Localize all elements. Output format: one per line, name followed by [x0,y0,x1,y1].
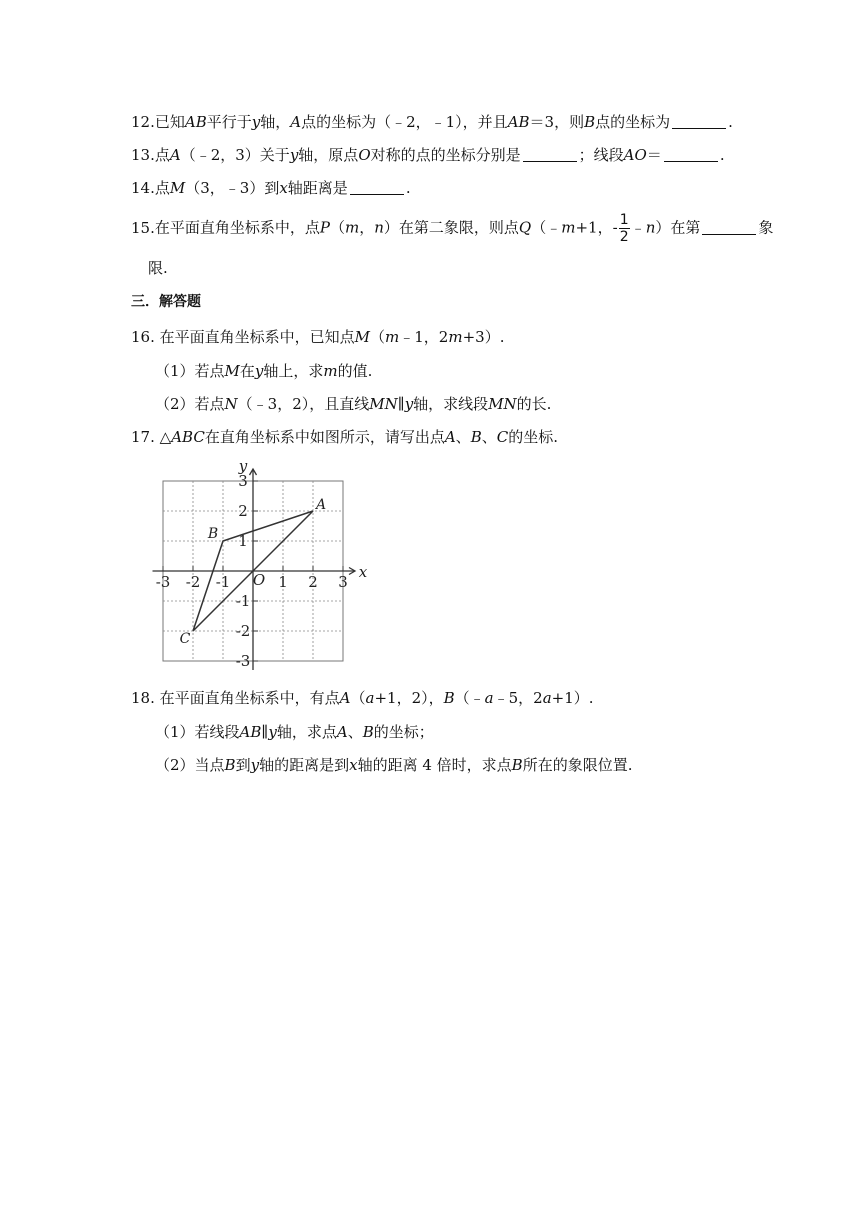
var: N [224,395,238,413]
var: Q [518,218,532,237]
var: y [251,113,261,131]
var: x [279,179,288,197]
text: . [405,179,411,197]
question-18-part-2 [155,755,632,775]
var: a [542,689,552,707]
var: m [561,218,576,237]
var: A [444,428,456,446]
origin-label: O [252,571,266,589]
var: B [224,756,236,774]
var: O [358,146,371,164]
text: 点 [154,146,170,164]
text: 的坐标； [373,723,434,741]
var: B [470,428,482,446]
text: （ [350,689,366,707]
text: 在平面直角坐标系中，有点 [159,689,340,707]
answer-blank[interactable] [702,220,756,235]
text: ；线段 [578,146,624,164]
answer-blank[interactable] [672,114,726,129]
var: A [290,113,302,131]
question-16-part-2 [155,394,551,414]
question-16-part-1 [155,361,372,381]
text: 对称的点的坐标分别是 [370,146,521,164]
var: y [268,723,277,741]
text: 轴的距离是到 [259,756,350,774]
text: △ [159,428,172,446]
text: 的长. [516,395,552,413]
var: x [349,756,358,774]
text: 在平面直角坐标系中，已知点 [159,328,355,346]
text: （1）若线段 [155,723,240,741]
var: C [496,428,509,446]
text: 轴， [260,113,291,131]
question-number: 14. [131,179,155,197]
text: ＝ [646,146,662,164]
var: MN [488,395,517,413]
text: ， [359,218,375,237]
text: 在直角坐标系中如图所示，请写出点 [204,428,445,446]
text: +1，2）， [374,689,444,707]
text: （3，﹣3）到 [185,179,280,197]
question-13 [131,145,725,165]
var: y [404,395,414,413]
question-number: 13. [131,146,155,164]
var: n [645,218,656,237]
y-tick-label: 2 [238,502,248,520]
fraction-numerator: 1 [619,212,629,228]
var: ABC [171,428,205,446]
var: A [169,146,181,164]
var: y [250,756,260,774]
text: 平行于 [206,113,252,131]
text: （1）若点 [155,362,225,380]
text: 、 [347,723,363,741]
y-tick-label: -2 [235,622,251,640]
section-heading: 三．解答题 [131,294,201,310]
question-15 [131,212,773,245]
text: 、 [481,428,497,446]
var: P [319,218,330,237]
text: 所在的象限位置. [522,756,633,774]
text: ）在第 [655,218,701,237]
var: A [336,723,348,741]
answer-blank[interactable] [664,147,718,162]
text: 轴的距离 4 倍时，求点 [357,756,512,774]
text: ﹣1，2 [399,328,449,346]
coordinate-figure [145,455,368,675]
fraction-denominator: 2 [619,229,629,245]
var: B [584,113,596,131]
question-15-continued: 限. [148,259,168,277]
text: （2）若点 [155,395,225,413]
question-number: 17. [131,428,155,446]
text: 轴，原点 [298,146,359,164]
text: . [728,113,733,131]
text: ∥ [261,723,269,741]
var: B [362,723,374,741]
question-18-part-1 [155,722,434,742]
text: ﹣5，2 [493,689,543,707]
x-tick-label: -2 [185,573,201,591]
x-axis-label: x [358,563,368,581]
var: a [484,689,494,707]
text: . [719,146,725,164]
var: A [339,689,351,707]
question-18 [131,688,594,708]
var: AB [184,113,207,131]
answer-blank[interactable] [523,147,577,162]
fraction [619,212,630,245]
text: （2）当点 [155,756,225,774]
point-label-a: A [315,497,327,513]
question-number: 12. [131,113,155,131]
var: B [443,689,455,707]
var: a [365,689,375,707]
text: （﹣ [454,689,485,707]
var: n [374,218,384,237]
y-tick-label: -3 [235,652,251,670]
text: 点的坐标为（﹣2，﹣1），并且 [301,113,508,131]
var: AB [507,113,530,131]
question-17 [131,427,558,447]
text: 轴，求点 [276,723,337,741]
y-axis-label: y [238,457,248,475]
text: ﹣ [630,218,646,237]
text: （﹣2，3）关于 [180,146,290,164]
var: y [254,362,264,380]
question-number: 18. [131,689,155,707]
text: 的坐标. [508,428,558,446]
text: （﹣3，2），且直线 [237,395,370,413]
y-tick-label: -1 [235,592,251,610]
text: 轴，求线段 [413,395,489,413]
var: M [169,179,186,197]
question-16 [131,327,504,347]
point-label-c: C [179,631,191,647]
var: m [323,362,338,380]
var: m [344,218,360,237]
text: 象 [758,218,774,237]
x-tick-label: 3 [338,573,348,591]
question-number: 16. [131,328,155,346]
text: （ [370,328,386,346]
text: +1）. [551,689,594,707]
text: （ [329,218,345,237]
text: 在平面直角坐标系中，点 [154,218,320,237]
text: 在 [239,362,255,380]
x-tick-label: 2 [308,573,318,591]
x-tick-label: -1 [215,573,231,591]
var: AB [239,723,262,741]
var: B [511,756,523,774]
text: 轴距离是 [287,179,348,197]
text: 点 [154,179,170,197]
text: 、 [455,428,471,446]
var: m [448,328,463,346]
text: 到 [235,756,251,774]
question-14 [131,178,411,198]
text: ∥ [397,395,405,413]
text: ）在第二象限，则点 [383,218,519,237]
text: 点的坐标为 [595,113,671,131]
var: M [224,362,240,380]
y-tick-label: 3 [238,472,248,490]
var: MN [369,395,398,413]
text: 的值. [337,362,373,380]
point-label-b: B [207,526,219,542]
text: （﹣ [531,218,562,237]
text: +3）. [462,328,505,346]
x-tick-label: -3 [155,573,171,591]
var: y [289,146,299,164]
y-tick-label: 1 [238,532,248,550]
var: m [385,328,400,346]
answer-blank[interactable] [350,180,404,195]
var: M [354,328,371,346]
text: 已知 [154,113,185,131]
question-12 [131,112,733,132]
text: ＝3，则 [529,113,585,131]
x-tick-label: 1 [278,573,288,591]
text: 轴上，求 [263,362,324,380]
var: AO [623,146,647,164]
text: +1，- [575,218,618,237]
question-number: 15. [131,218,155,237]
